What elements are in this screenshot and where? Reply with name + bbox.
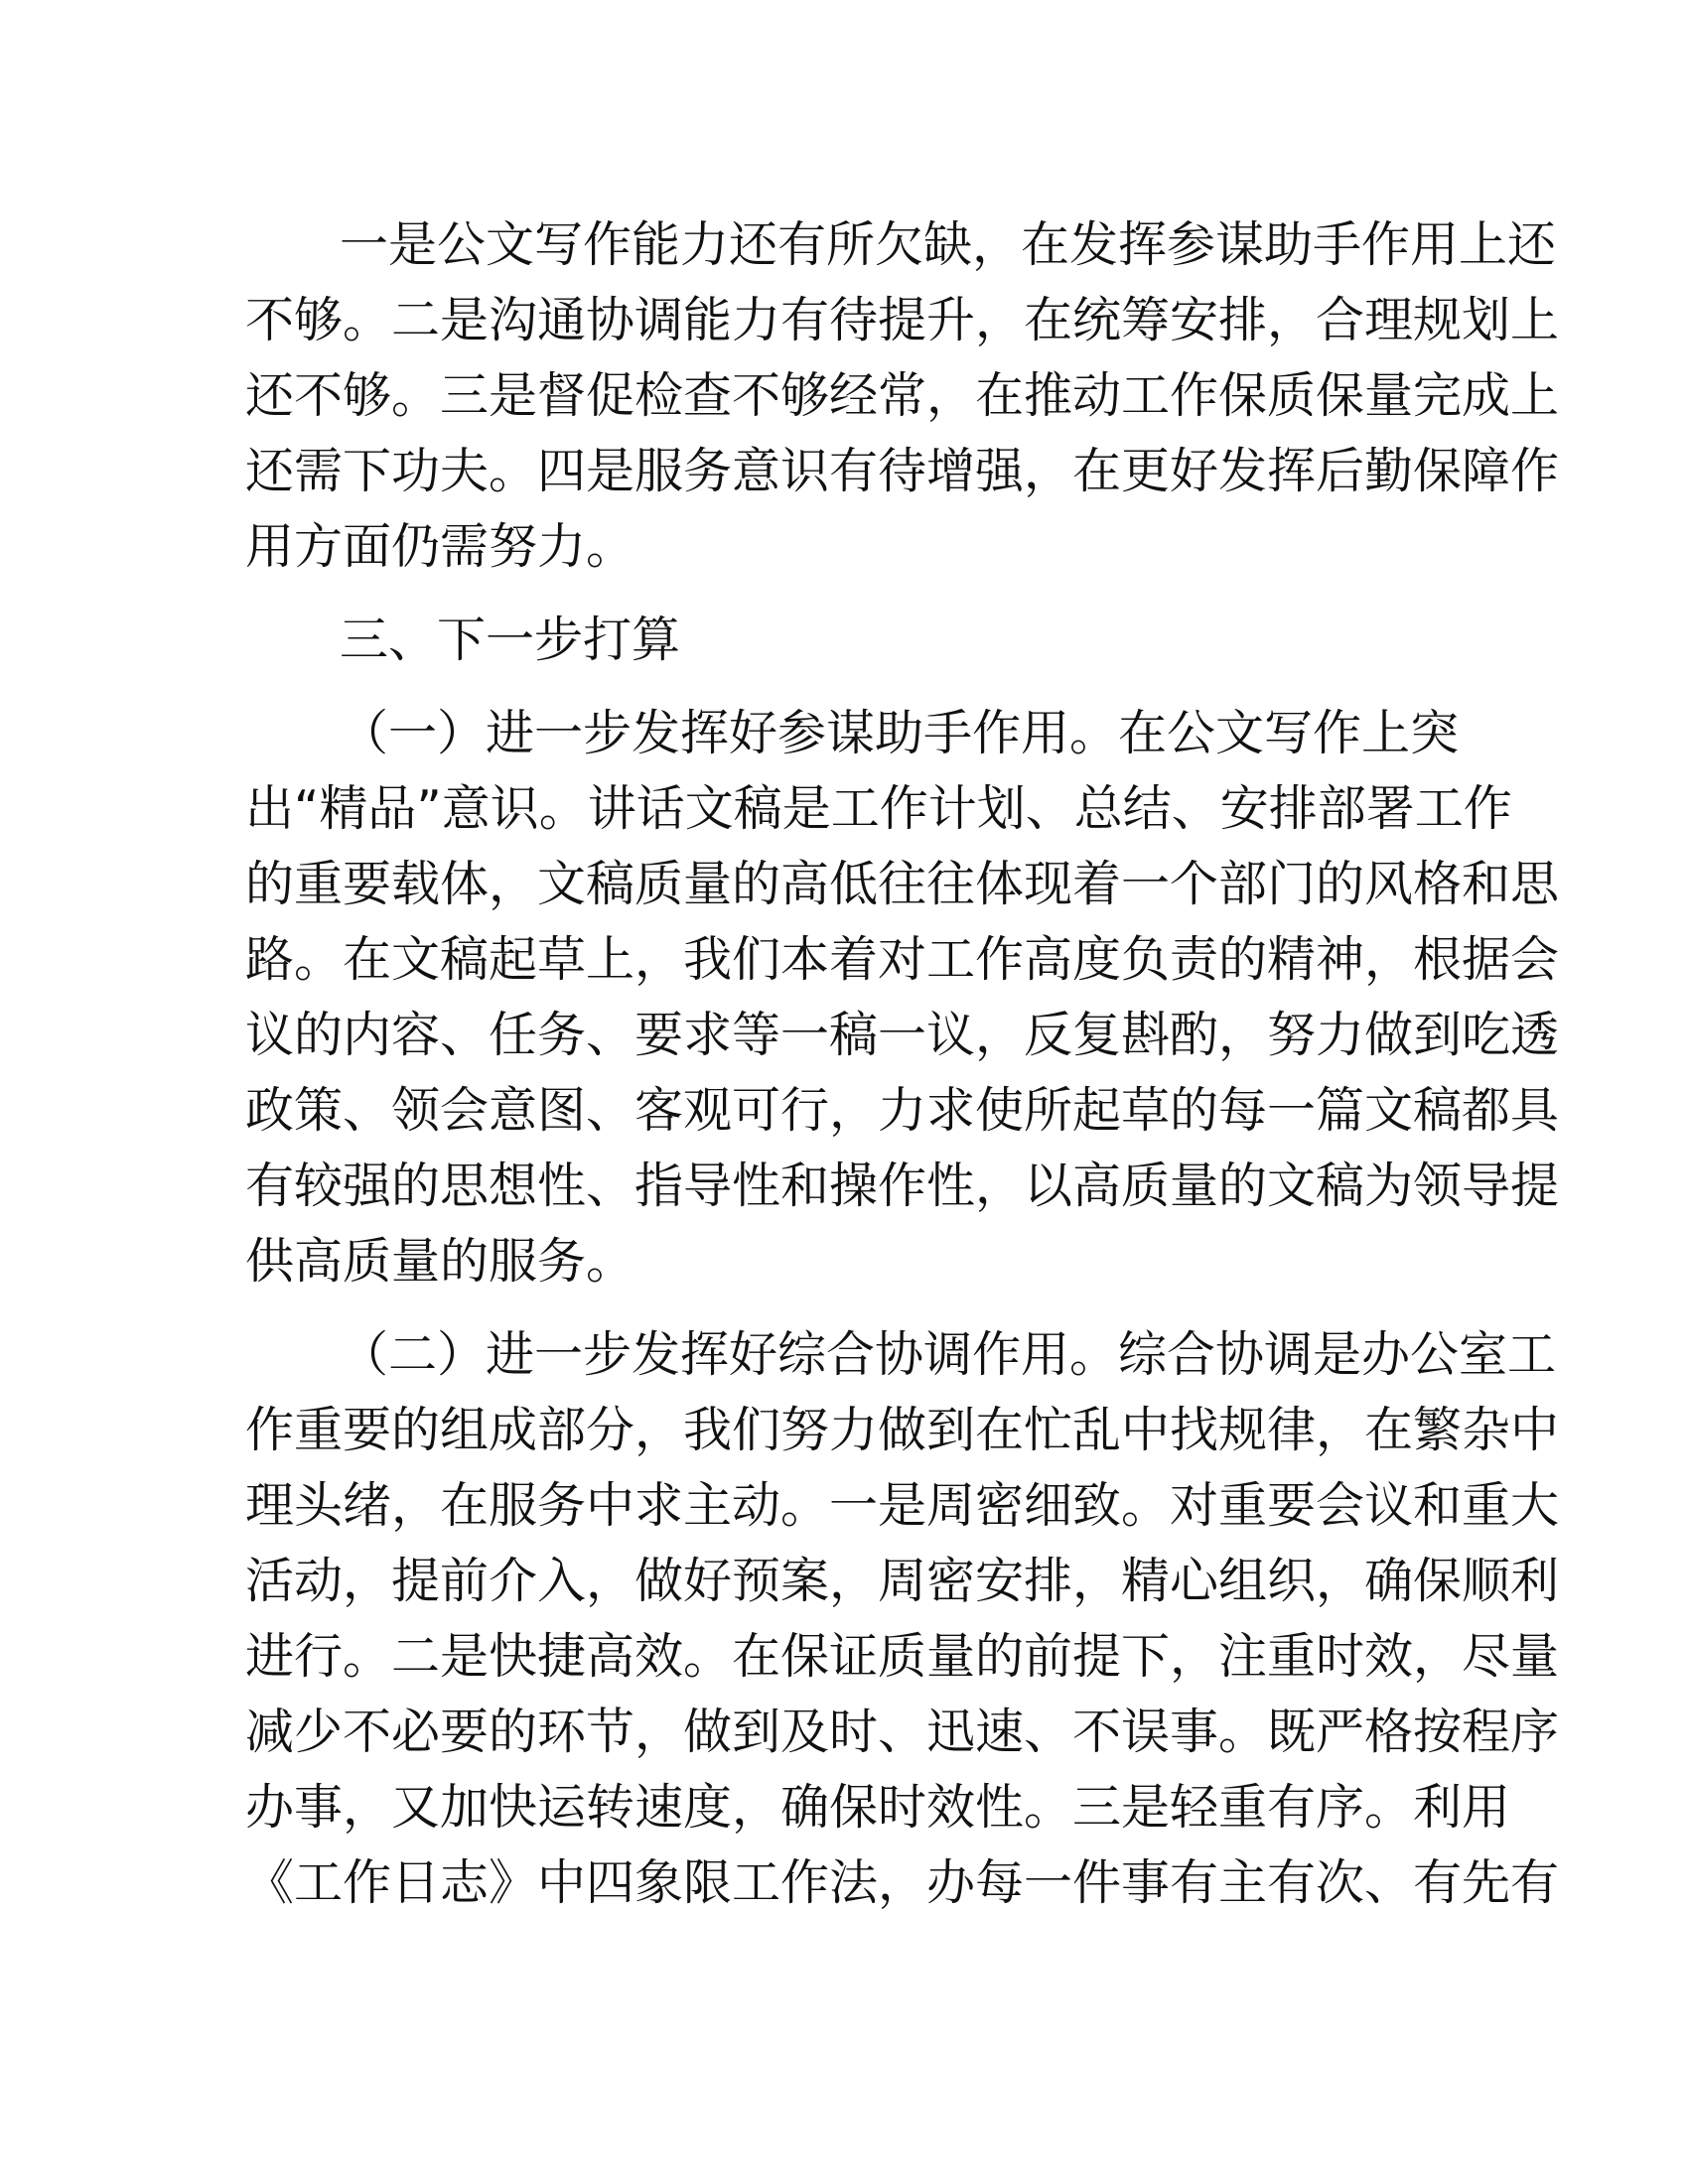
text-line: 路。在文稿起草上，我们本着对工作高度负责的精神，根据会 (245, 931, 1560, 988)
text-line: 办事，又加快运转速度，确保时效性。三是轻重有序。利用 (245, 1779, 1511, 1836)
text-line: 议的内容、任务、要求等一稿一议，反复斟酌，努力做到吃透 (245, 1007, 1560, 1063)
text-line: 出“精品”意识。讲话文稿是工作计划、总结、安排部署工作 (245, 780, 1512, 837)
plan-item-1-paragraph (245, 696, 1560, 1299)
text-line: 有较强的思想性、指导性和操作性，以高质量的文稿为领导提 (245, 1158, 1560, 1214)
text-line: 不够。二是沟通协调能力有待提升，在统筹安排，合理规划上 (245, 292, 1560, 348)
text-line: 三、下一步打算 (340, 612, 681, 668)
text-line: 的重要载体，文稿质量的高低往往体现着一个部门的风格和思 (245, 856, 1560, 912)
section-heading-next-steps (245, 603, 1427, 678)
text-line: （一）进一步发挥好参谋助手作用。在公文写作上突 (340, 705, 1460, 761)
text-line: 《工作日志》中四象限工作法，办每一件事有主有次、有先有 (245, 1854, 1560, 1911)
text-line: 还不够。三是督促检查不够经常，在推动工作保质保量完成上 (245, 367, 1560, 424)
text-line: 减少不必要的环节，做到及时、迅速、不误事。既严格按程序 (245, 1704, 1560, 1760)
text-line: 用方面仍需努力。 (245, 518, 635, 575)
text-line: （二）进一步发挥好综合协调作用。综合协调是办公室工 (340, 1326, 1557, 1383)
shortcomings-paragraph (245, 207, 1560, 585)
text-line: 进行。二是快捷高效。在保证质量的前提下，注重时效，尽量 (245, 1628, 1560, 1685)
document-page (245, 207, 1560, 1939)
text-line: 政策、领会意图、客观可行，力求使所起草的每一篇文稿都具 (245, 1082, 1560, 1139)
plan-item-2-paragraph (245, 1317, 1560, 1921)
text-line: 活动，提前介入，做好预案，周密安排，精心组织，确保顺利 (245, 1553, 1560, 1609)
text-line: 理头绪，在服务中求主动。一是周密细致。对重要会议和重大 (245, 1477, 1560, 1534)
text-line: 作重要的组成部分，我们努力做到在忙乱中找规律，在繁杂中 (245, 1402, 1560, 1458)
text-line: 还需下功夫。四是服务意识有待增强，在更好发挥后勤保障作 (245, 443, 1560, 499)
text-line: 一是公文写作能力还有所欠缺，在发挥参谋助手作用上还 (340, 216, 1557, 273)
text-line: 供高质量的服务。 (245, 1233, 635, 1290)
